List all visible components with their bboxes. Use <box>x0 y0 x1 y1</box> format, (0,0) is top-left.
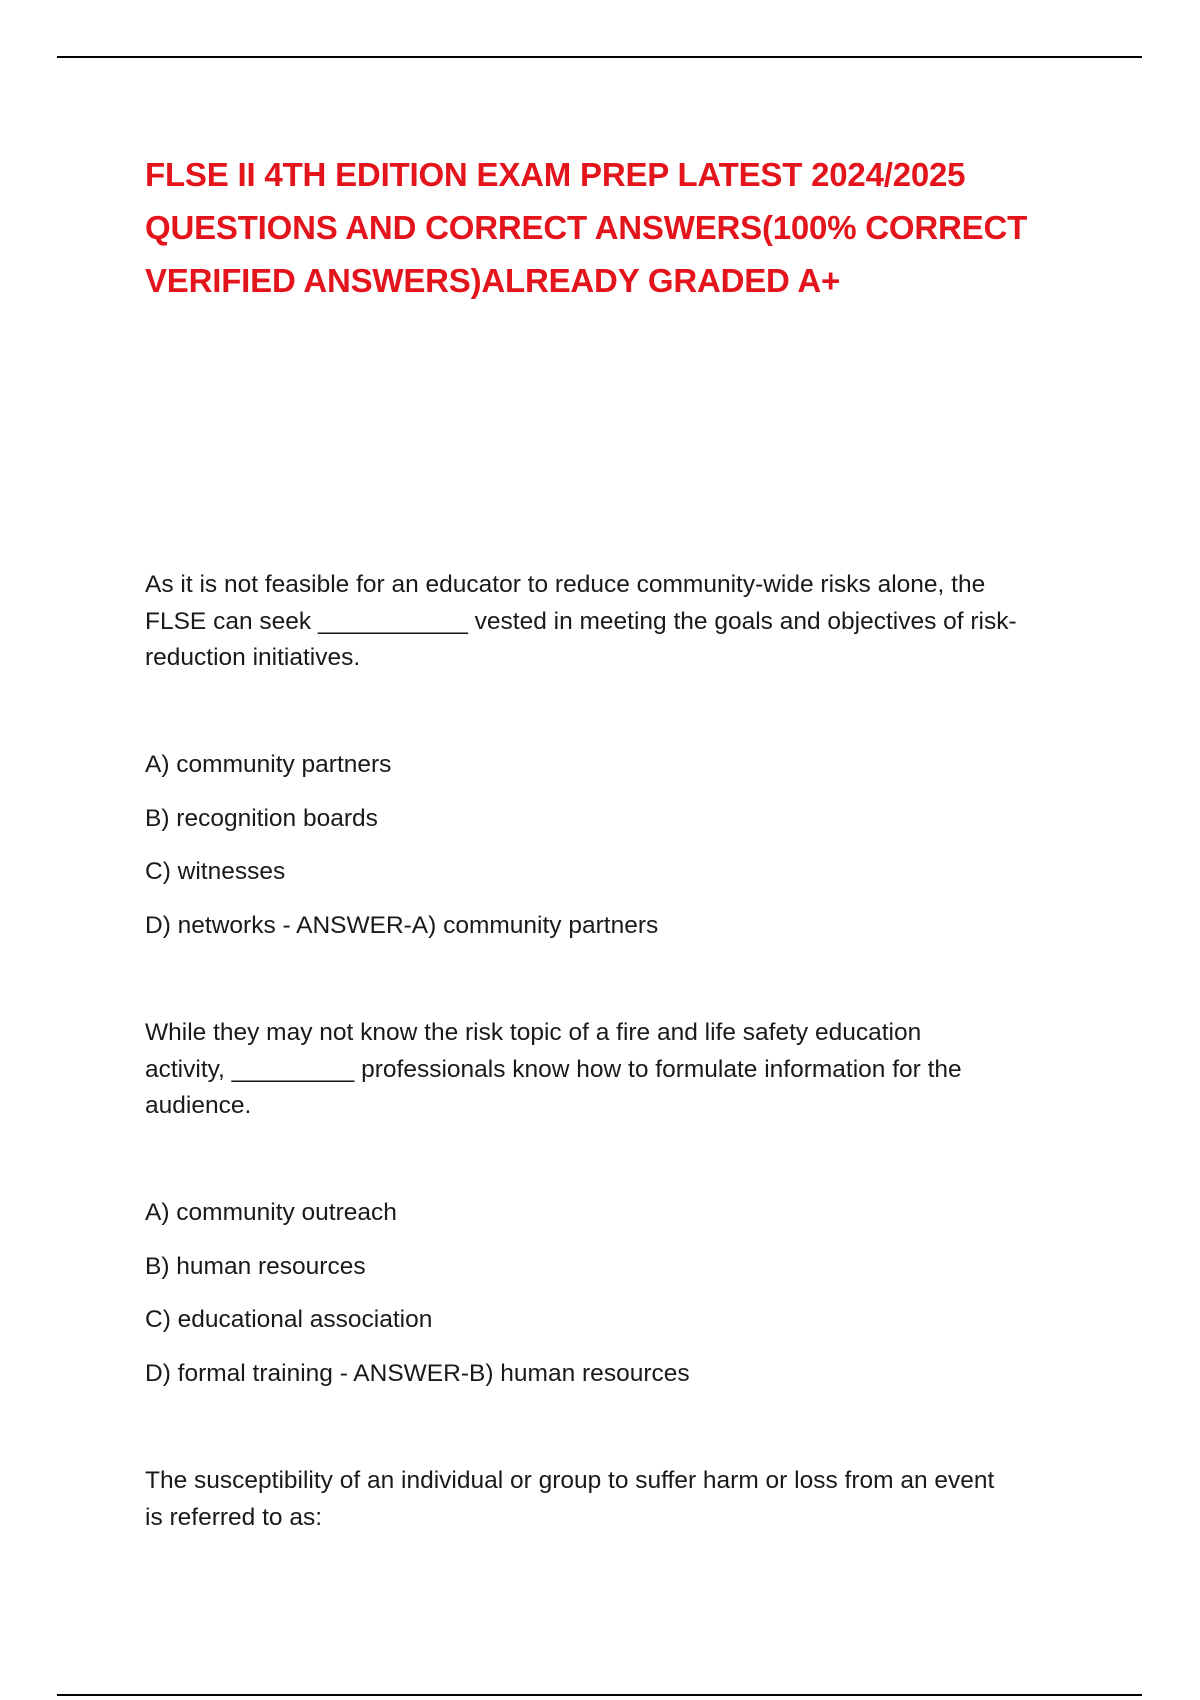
question-line: As it is not feasible for an educator to reduce community-wide risks alone, the <box>145 571 986 598</box>
question-line: reduction initiatives. <box>145 644 361 671</box>
top-horizontal-rule <box>57 56 1142 58</box>
title-line: VERIFIED ANSWERS)ALREADY GRADED A+ <box>145 262 841 299</box>
question-2-option-b: B) human resources <box>145 1253 366 1280</box>
question-1-option-a: A) community partners <box>145 751 392 778</box>
question-2-option-d-answer: D) formal training - ANSWER-B) human resources <box>145 1360 690 1387</box>
question-line: activity, _________ professionals know how to formulate information for the <box>145 1055 962 1083</box>
question-1-text <box>145 567 1065 677</box>
question-2-option-a: A) community outreach <box>145 1199 397 1226</box>
document-title <box>145 148 1065 307</box>
question-line: The susceptibility of an individual or group to suffer harm or loss from an event <box>145 1467 995 1494</box>
question-1-option-b: B) recognition boards <box>145 805 378 832</box>
question-line: FLSE can seek ___________ vested in meeting the goals and objectives of risk- <box>145 607 1017 635</box>
question-3-text <box>145 1463 1065 1536</box>
question-1-option-d-answer: D) networks - ANSWER-A) community partners <box>145 912 659 939</box>
question-1-option-c: C) witnesses <box>145 858 286 885</box>
question-line: is referred to as: <box>145 1503 323 1531</box>
question-2-text <box>145 1015 1065 1125</box>
title-line: FLSE II 4TH EDITION EXAM PREP LATEST 2024/2025 <box>145 156 966 193</box>
question-line: While they may not know the risk topic of a fire and life safety education <box>145 1019 922 1046</box>
question-2-option-c: C) educational association <box>145 1306 433 1333</box>
title-line: QUESTIONS AND CORRECT ANSWERS(100% CORRECT <box>145 209 1028 246</box>
question-line: audience. <box>145 1092 252 1119</box>
bottom-horizontal-rule <box>57 1694 1142 1696</box>
